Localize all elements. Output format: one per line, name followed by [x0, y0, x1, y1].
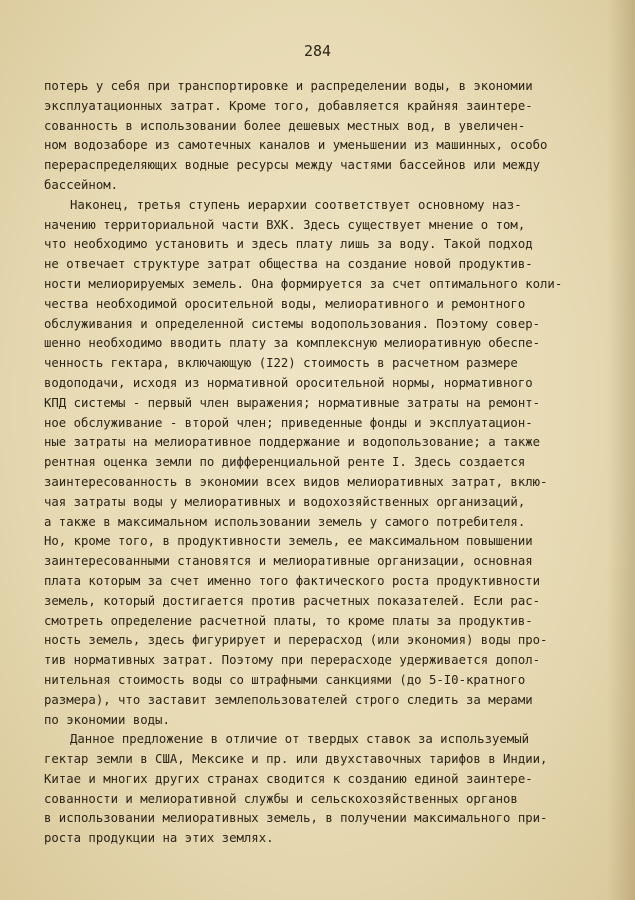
text-line: шенно необходимо вводить плату за комплексную мелиоративную обеспе- — [44, 336, 541, 351]
text-line: сованность в использовании более дешевых местных вод, в увеличен- — [44, 118, 526, 133]
text-line: в использовании мелиоративных земель, в получении максимального при- — [44, 811, 548, 826]
text-line: Китае и многих других странах сводится к созданию единой заинтере- — [44, 771, 533, 786]
text-line: КПД системы - первый член выражения; нормативные затраты на ремонт- — [44, 395, 541, 410]
text-line: ченность гектара, включающую (I22) стоимость в расчетном размере — [44, 356, 518, 371]
text-line: потерь у себя при транспортировке и распределении воды, в экономии — [44, 79, 533, 93]
text-line: ное обслуживание - второй член; приведенные фонды и эксплуатацион- — [44, 415, 533, 430]
text-line: чая затраты воды у мелиоративных и водохозяйственных организаций, — [44, 494, 526, 509]
text-line: ном водозаборе из самотечных каналов и уменьшении из машинных, особо — [44, 138, 548, 153]
text-line: смотреть определение расчетной платы, то кроме платы за продуктив- — [44, 613, 533, 628]
text-line: чества необходимой оросительной воды, мелиоративного и ремонтного — [44, 296, 526, 311]
text-line: эксплуатационных затрат. Кроме того, добавляется крайняя заинтере- — [44, 98, 533, 113]
text-line: рентная оценка земли по дифференциальной ренте I. Здесь создается — [44, 455, 526, 470]
page-number: 284 — [303, 42, 332, 60]
text-line: не отвечает структуре затрат общества на создание новой продуктив- — [44, 257, 533, 272]
text-line: роста продукции на этих землях. — [44, 831, 274, 846]
text-line: нительная стоимость воды со штрафными санкциями (до 5-I0-кратного — [44, 672, 526, 687]
text-line: плата которым за счет именно того фактического роста продуктивности — [44, 573, 541, 588]
text-line: бассейном. — [44, 177, 119, 192]
text-line: водоподачи, исходя из нормативной оросительной нормы, нормативного — [44, 375, 533, 390]
text-line: ные затраты на мелиоративное поддержание и водопользование; а также — [44, 435, 541, 450]
text-line: Но, кроме того, в продуктивности земель, ее максимальном повышении — [44, 534, 533, 549]
text-line: начению территориальной части ВХК. Здесь существует мнение о том, — [44, 217, 526, 232]
text-line: земель, который достигается против расчетных показателей. Если рас- — [44, 593, 541, 608]
text-line: размера), что заставит землепользователей строго следить за мерами — [44, 692, 533, 707]
text-line: обслуживания и определенной системы водопользования. Поэтому совер- — [44, 316, 541, 331]
text-line: заинтересованными становятся и мелиоративные организации, основная — [44, 554, 533, 569]
text-line: ность земель, здесь фигурирует и перерасход (или экономия) воды про- — [44, 633, 548, 648]
text-line: ности мелиорируемых земель. Она формируется за счет оптимального коли- — [44, 276, 563, 291]
text-line: Наконец, третья ступень иерархии соответствует основному наз- — [70, 197, 522, 212]
text-line: заинтересованность в экономии всех видов мелиоративных затрат, вклю- — [44, 474, 548, 489]
text-line: сованности и мелиоративной службы и сельскохозяйственных органов — [44, 791, 518, 806]
text-line: перераспределяющих водные ресурсы между частями бассейнов или между — [44, 158, 541, 173]
body-text — [44, 77, 614, 849]
text-line: Данное предложение в отличие от твердых ставок за используемый — [70, 732, 530, 747]
text-line: а также в максимальном использовании земель у самого потребителя. — [44, 514, 526, 529]
text-line: тив нормативных затрат. Поэтому при перерасходе удерживается допол- — [44, 653, 541, 668]
text-line: гектар земли в США, Мексике и пр. или двухставочных тарифов в Индии, — [44, 752, 548, 767]
text-line: что необходимо установить и здесь плату лишь за воду. Такой подход — [44, 237, 533, 252]
text-line: по экономии воды. — [44, 712, 170, 727]
